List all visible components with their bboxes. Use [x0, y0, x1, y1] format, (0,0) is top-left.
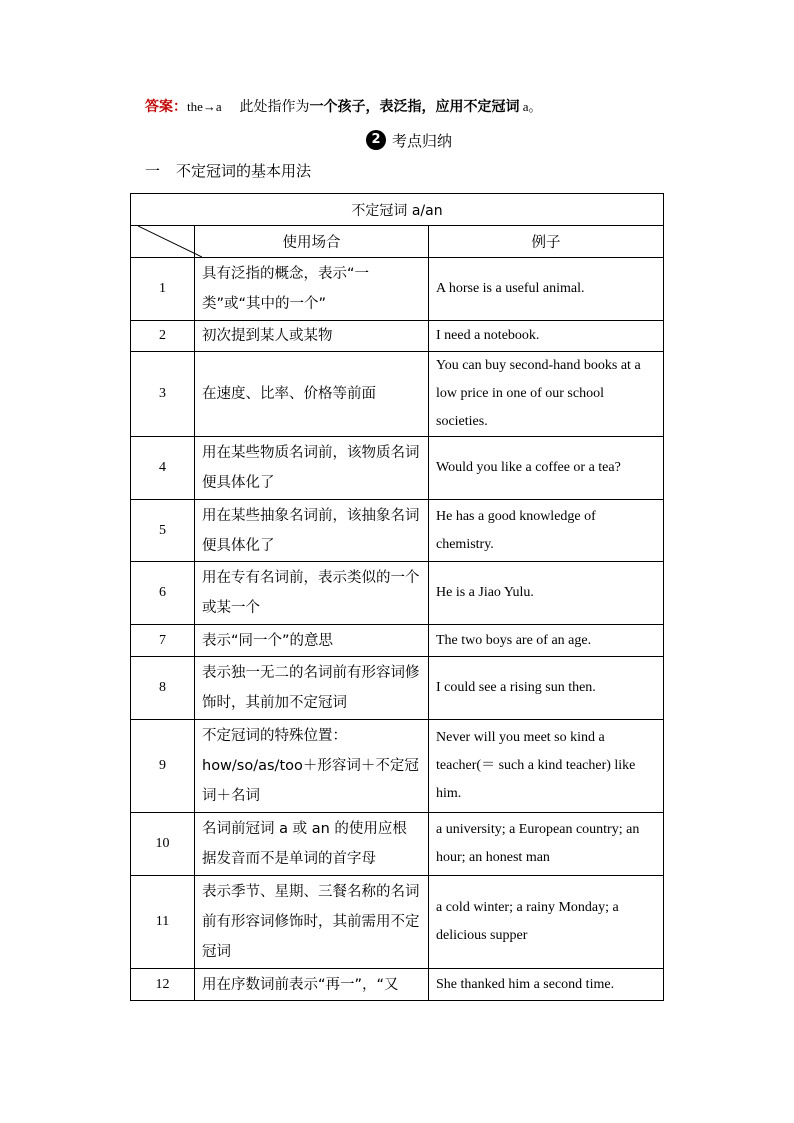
row-usage: 初次提到某人或某物	[195, 321, 429, 352]
row-usage: 不定冠词的特殊位置：how/so/as/too＋形容词＋不定冠词＋名词	[195, 720, 429, 813]
table-row	[131, 657, 664, 720]
diagonal-header-cell	[131, 226, 195, 258]
table-row	[131, 437, 664, 500]
section-header	[366, 128, 452, 152]
row-number: 4	[131, 437, 195, 500]
row-example: a university; a European country; an hour; an honest man	[429, 813, 664, 876]
section-title: 考点归纳	[392, 131, 453, 150]
table-caption-row	[131, 194, 664, 226]
answer-change: the→a	[187, 99, 222, 114]
table-header-row	[131, 226, 664, 258]
table-row	[131, 258, 664, 321]
row-example: The two boys are of an age.	[429, 625, 664, 657]
subsection-heading	[145, 160, 311, 181]
row-number: 3	[131, 352, 195, 437]
section-number-badge: 2	[366, 130, 386, 150]
diagonal-line	[138, 226, 202, 257]
row-number: 2	[131, 321, 195, 352]
table-row	[131, 500, 664, 562]
row-number: 10	[131, 813, 195, 876]
row-number: 9	[131, 720, 195, 813]
table-row	[131, 562, 664, 625]
header-example: 例子	[429, 226, 664, 258]
table-row	[131, 813, 664, 876]
heading-marker: 一	[145, 162, 161, 180]
row-usage: 名词前冠词 a 或 an 的使用应根据发音而不是单词的首字母	[195, 813, 429, 876]
table-row	[131, 876, 664, 969]
table-row	[131, 969, 664, 1001]
row-example: She thanked him a second time.	[429, 969, 664, 1001]
answer-bold: 一个孩子，表泛指，应用不定冠词	[309, 99, 520, 115]
row-usage: 用在专有名词前，表示类似的一个或某一个	[195, 562, 429, 625]
row-example: A horse is a useful animal.	[429, 258, 664, 321]
row-usage: 表示“同一个”的意思	[195, 625, 429, 657]
answer-line	[145, 96, 542, 116]
article-usage-table	[130, 193, 664, 1001]
table-row	[131, 720, 664, 813]
row-example: I need a notebook.	[429, 321, 664, 352]
row-usage: 表示季节、星期、三餐名称的名词前有形容词修饰时，其前需用不定冠词	[195, 876, 429, 969]
row-number: 11	[131, 876, 195, 969]
row-number: 7	[131, 625, 195, 657]
row-usage: 表示独一无二的名词前有形容词修饰时，其前加不定冠词	[195, 657, 429, 720]
row-usage: 用在某些物质名词前，该物质名词便具体化了	[195, 437, 429, 500]
row-example: Would you like a coffee or a tea?	[429, 437, 664, 500]
row-example: Never will you meet so kind a teacher(＝ such a kind teacher) like him.	[429, 720, 664, 813]
row-number: 5	[131, 500, 195, 562]
row-number: 1	[131, 258, 195, 321]
header-usage: 使用场合	[195, 226, 429, 258]
answer-label: 答案：	[145, 99, 187, 115]
row-usage: 用在某些抽象名词前，该抽象名词便具体化了	[195, 500, 429, 562]
row-usage: 具有泛指的概念，表示“一类”或“其中的一个”	[195, 258, 429, 321]
row-number: 12	[131, 969, 195, 1001]
table-row	[131, 321, 664, 352]
row-usage: 用在序数词前表示“再一”，“又	[195, 969, 429, 1001]
row-example: He is a Jiao Yulu.	[429, 562, 664, 625]
heading-text: 不定冠词的基本用法	[176, 162, 312, 180]
table-caption: 不定冠词 a/an	[131, 194, 664, 226]
row-usage: 在速度、比率、价格等前面	[195, 352, 429, 437]
table-row	[131, 352, 664, 437]
row-example: I could see a rising sun then.	[429, 657, 664, 720]
row-example: You can buy second-hand books at a low price in one of our school societies.	[429, 352, 664, 437]
row-number: 8	[131, 657, 195, 720]
answer-tail: a。	[519, 99, 542, 114]
row-example: a cold winter; a rainy Monday; a delicious supper	[429, 876, 664, 969]
row-example: He has a good knowledge of chemistry.	[429, 500, 664, 562]
answer-text: 此处指作为	[239, 99, 310, 115]
row-number: 6	[131, 562, 195, 625]
table-row	[131, 625, 664, 657]
